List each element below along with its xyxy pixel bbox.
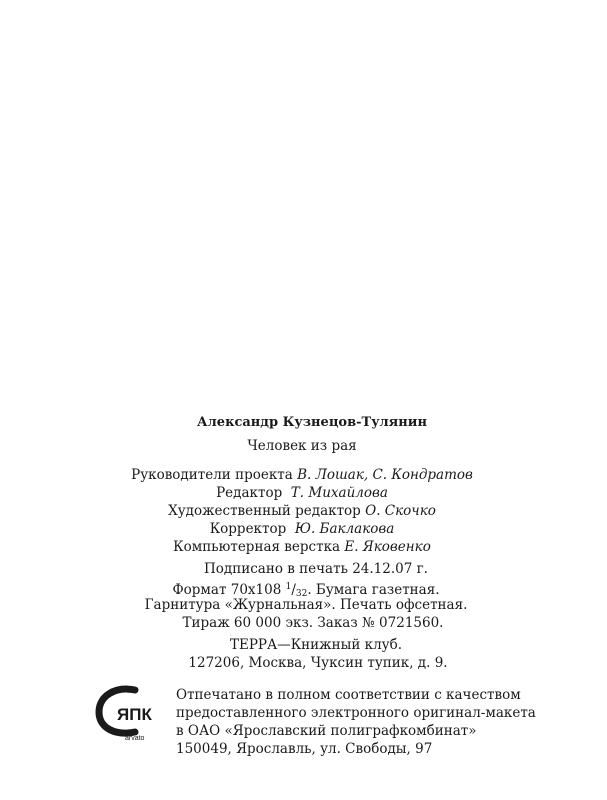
logo-subtext: arvato (125, 735, 145, 742)
staff-label: Художественный редактор (168, 503, 361, 519)
staff-label: Редактор (216, 485, 283, 501)
publisher-name: ТЕРРА—Книжный клуб. (229, 637, 403, 653)
format-prefix: Формат 70x108 (172, 582, 282, 598)
printer-line: в ОАО «Ярославский полиграфкомбинат» (176, 723, 477, 739)
staff-label: Корректор (209, 521, 287, 537)
staff-label: Компьютерная верстка (173, 539, 341, 555)
staff-line-project-leads (131, 467, 473, 483)
author-name: Александр Кузнецов-Тулянин (197, 415, 427, 430)
printer-line: предоставленного электронного оригинал-макета (176, 705, 536, 721)
logo-text: ЯПК (117, 705, 152, 724)
publisher-address: 127206, Москва, Чуксин тупик, д. 9. (188, 655, 448, 671)
staff-name: Е. Яковенко (344, 539, 431, 555)
staff-label: Руководители проекта (131, 467, 293, 483)
staff-name: О. Скочко (365, 503, 436, 519)
print-signed: Подписано в печать 24.12.07 г. (204, 561, 428, 577)
staff-name: Т. Михайлова (290, 485, 388, 501)
staff-line-layout (173, 539, 431, 555)
print-typeface: Гарнитура «Журнальная». Печать офсетная. (144, 597, 468, 613)
staff-line-proofreader (210, 521, 395, 537)
printer-logo (95, 684, 163, 742)
format-numerator: 1 (285, 582, 292, 592)
staff-line-editor (216, 485, 388, 501)
print-format: Формат 70x108 $^1/_{32}$. Бумага газетная. (172, 582, 440, 599)
format-denominator: 32 (295, 589, 308, 599)
book-title: Человек из рая (247, 438, 357, 454)
staff-line-art-editor (168, 503, 436, 519)
print-circulation: Тираж 60 000 экз. Заказ № 0721560. (182, 615, 444, 631)
staff-name: В. Лошак, С. Кондратов (297, 467, 473, 483)
staff-name: Ю. Баклакова (294, 521, 395, 537)
printer-line: 150049, Ярославль, ул. Свободы, 97 (176, 741, 433, 757)
format-suffix: . Бумага газетная. (307, 582, 440, 598)
printer-line: Отпечатано в полном соответствии с качеством (176, 687, 521, 703)
